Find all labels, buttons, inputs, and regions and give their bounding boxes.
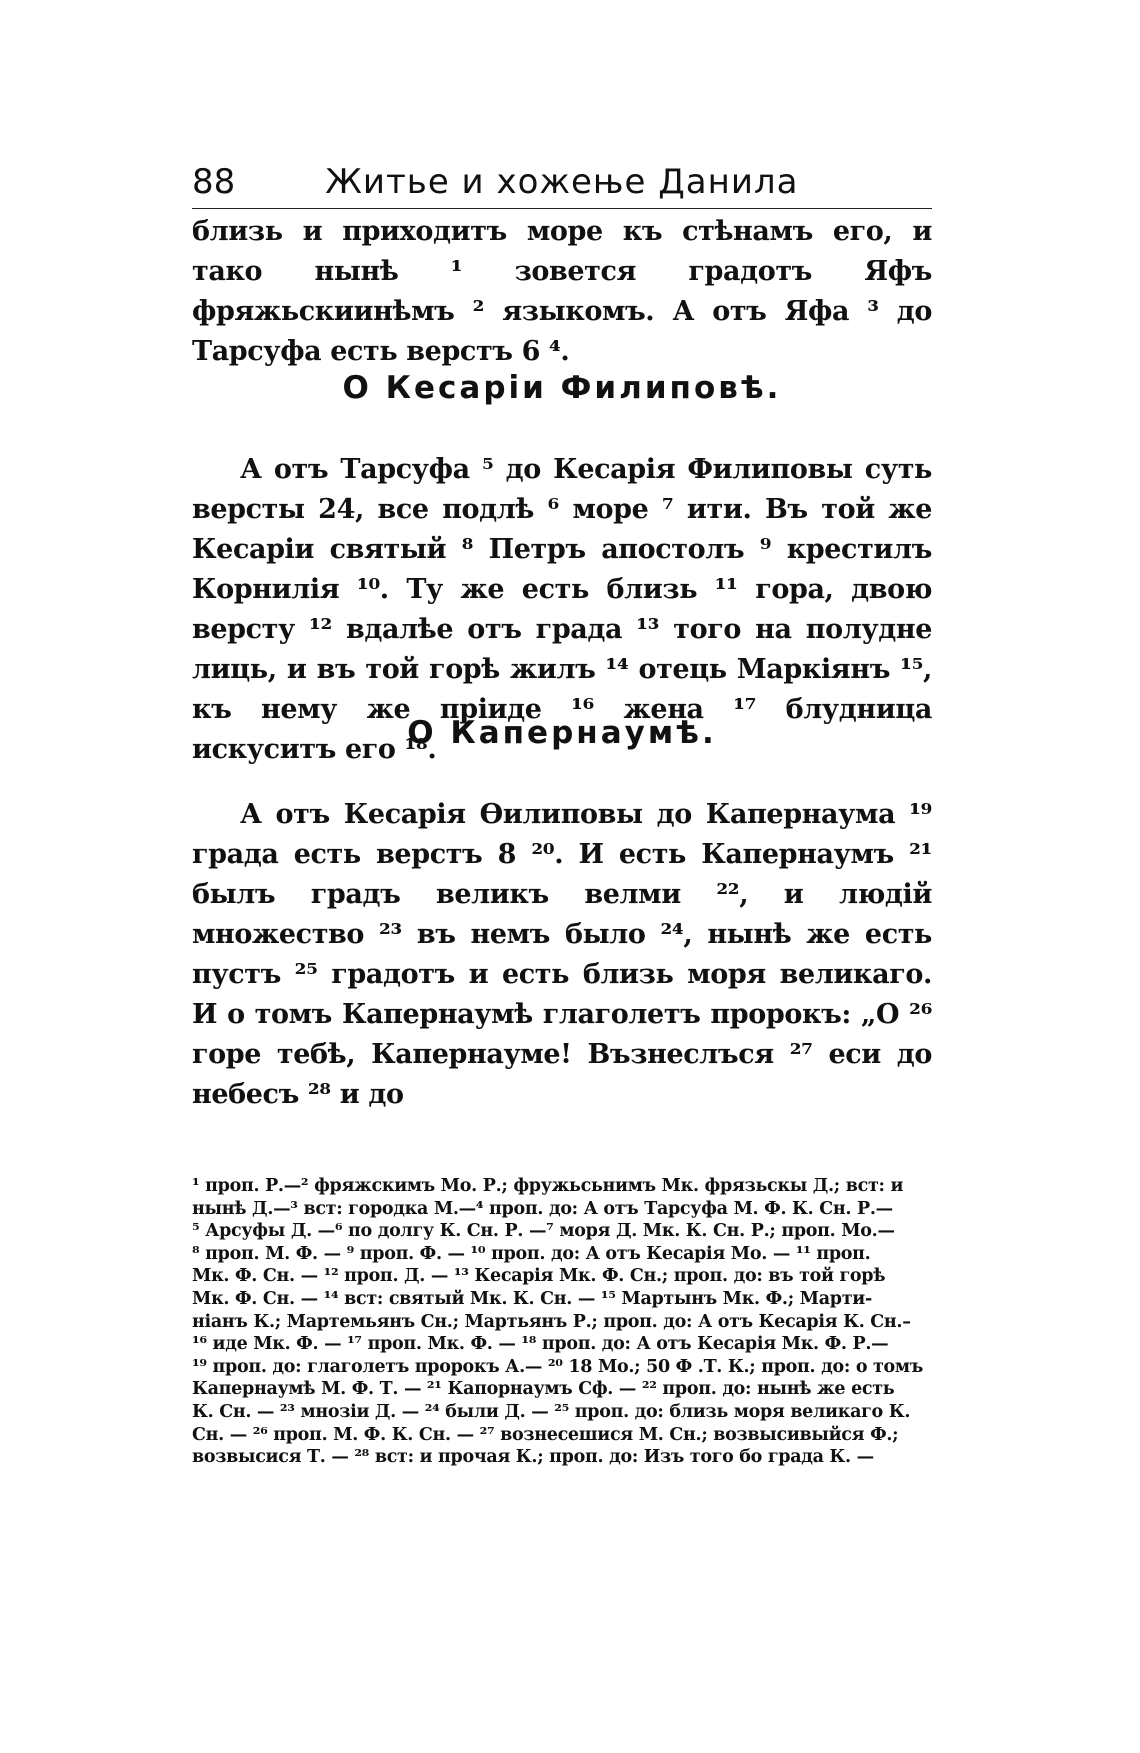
footnote-line: Мк. Ф. Сн. — ¹² проп. Д. — ¹³ Кесарія Мк. Ф. Сн.; проп. до: въ той горѣ [192,1266,886,1287]
section-heading-caesarea: О Кесаріи Филиповѣ. [342,370,782,406]
footnote-line: нынѣ Д.—³ вст: городка М.—⁴ проп. до: А отъ Тарсуфа М. Ф. К. Сн. Р.— [192,1198,893,1219]
paragraph-1: близь и приходитъ море къ стѣнамъ его, и тако нынѣ ¹ зовется градотъ Яфъ фряжьскиинѣмъ ² языкомъ. А отъ Яфа ³ до Тарсуфа есть верстъ 6 ⁴. [192,216,932,367]
footnote-line: Сн. — ²⁶ проп. М. Ф. К. Сн. — ²⁷ вознесешися М. Сн.; возвысивыйся Ф.; [192,1424,899,1445]
section-heading-capernaum: О Капернаумѣ. [407,715,717,751]
paragraph-3: А отъ Кесарія Ѳилиповы до Капернаума ¹⁹ града есть верстъ 8 ²⁰. И есть Капернаумъ ²¹ былъ градъ великъ велми ²², и людій множество ²³ въ немъ было ²⁴, нынѣ же есть пустъ ²⁵ градотъ и есть близь моря великаго. И о томъ Капернаумѣ глаголетъ пророкъ: „О ²⁶ горе тебѣ, Капернауме! Възнеслъся ²⁷ еси до небесъ ²⁸ и до [192,799,932,1110]
footnote-line: ⁸ проп. М. Ф. — ⁹ проп. Ф. — ¹⁰ проп. до: А отъ Кесарія Мо. — ¹¹ проп. [192,1243,871,1264]
footnote-line: ⁵ Арсуфы Д. —⁶ по долгу К. Сн. Р. —⁷ моря Д. Мк. К. Сн. Р.; проп. Мо.— [192,1221,895,1242]
footnote-line: возвысися Т. — ²⁸ вст: и прочая К.; проп. до: Изъ того бо града К. — [192,1447,874,1468]
footnote-line: Капернаумѣ М. Ф. Т. — ²¹ Капорнаумъ Сф. — ²² проп. до: нынѣ же есть [192,1379,895,1400]
footnote-line: ніанъ К.; Мартемьянъ Сн.; Мартьянъ Р.; проп. до: А отъ Кесарія К. Сн.– [192,1311,911,1332]
running-title: Житье и хожење Данила [325,162,799,202]
page-number: 88 [192,162,236,202]
footnote-line: ¹⁶ иде Мк. Ф. — ¹⁷ проп. Мк. Ф. — ¹⁸ проп. до: А отъ Кесарія Мк. Ф. Р.— [192,1334,889,1355]
footnote-line: ¹⁹ проп. до: глаголетъ пророкъ А.— ²⁰ 18 Мо.; 50 Ф .Т. К.; проп. до: о томъ [192,1356,923,1377]
footnote-line: Мк. Ф. Сн. — ¹⁴ вст: святый Мк. К. Сн. — ¹⁵ Мартынъ Мк. Ф.; Марти- [192,1288,872,1309]
footnote-line: К. Сн. — ²³ мнозіи Д. — ²⁴ были Д. — ²⁵ проп. до: близь моря великаго К. [192,1401,911,1422]
footnotes [192,1175,932,1469]
paragraph-2: А отъ Тарсуфа ⁵ до Кесарія Филиповы суть версты 24, все подлѣ ⁶ море ⁷ ити. Въ той же Кесаріи святый ⁸ Петръ апостолъ ⁹ крестилъ Корнилія ¹⁰. Ту же есть близь ¹¹ гора, двою версту ¹² вдалѣе отъ града ¹³ того на полудне лиць, и въ той горѣ жилъ ¹⁴ отець Маркіянъ ¹⁵, къ нему же пріиде ¹⁶ жена ¹⁷ блудница искуситъ его ¹⁸. [192,454,932,765]
footnote-line: ¹ проп. Р.—² фряжскимъ Мо. Р.; фружьсьнимъ Мк. фрязьскы Д.; вст: и [192,1176,904,1196]
page-header [192,162,932,209]
